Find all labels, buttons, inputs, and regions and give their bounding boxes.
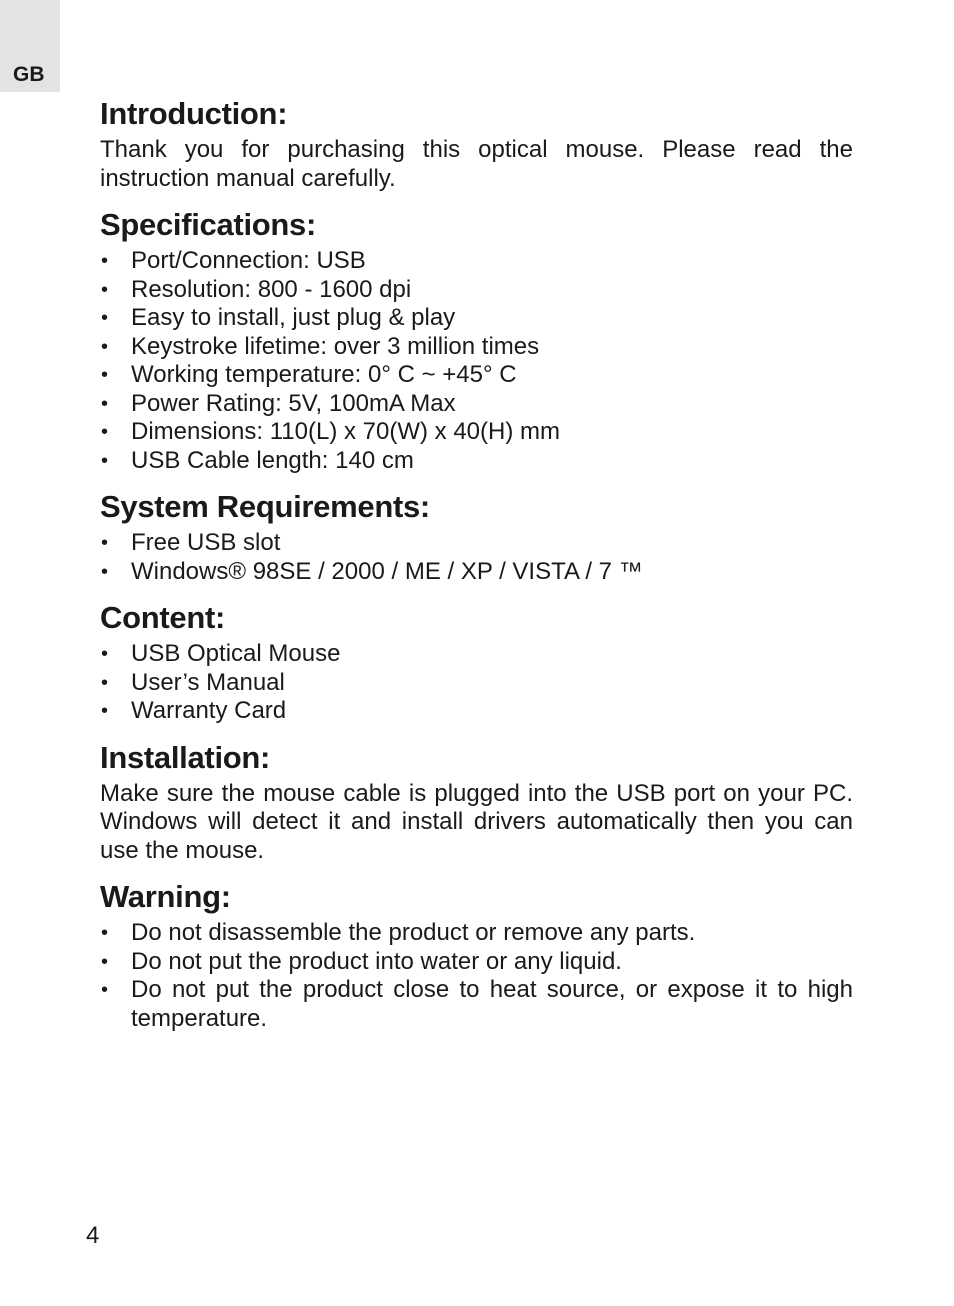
bullet-list: [100, 919, 853, 1033]
list-item: • Windows® 98SE / 2000 / ME / XP / VISTA / 7 ™: [100, 558, 853, 587]
language-code: GB: [13, 63, 45, 86]
list-item: • Resolution: 800 - 1600 dpi: [100, 276, 853, 305]
section-heading: Content:: [100, 600, 226, 635]
introduction-section: [100, 92, 853, 193]
list-item: • Port/Connection: USB: [100, 247, 853, 276]
page-number: 4: [86, 1222, 100, 1249]
bullet-list: [100, 247, 853, 475]
list-item: • User’s Manual: [100, 669, 853, 698]
section-heading: Warning:: [100, 879, 231, 914]
list-item: • Warranty Card: [100, 697, 853, 726]
section-paragraph: Make sure the mouse cable is plugged into the USB port on your PC. Windows will detect it and install drivers automatically then you can use the mouse.: [100, 779, 853, 864]
bullet-list: [100, 529, 853, 586]
section-heading: Introduction:: [100, 96, 288, 131]
list-item: • Keystroke lifetime: over 3 million times: [100, 333, 853, 362]
list-item: • Working temperature: 0° C ~ +45° C: [100, 361, 853, 390]
section-heading: Installation:: [100, 739, 271, 775]
manual-content: [100, 92, 853, 1043]
system-requirements-section: [100, 485, 853, 586]
list-item: • Power Rating: 5V, 100mA Max: [100, 390, 853, 419]
list-item: • USB Cable length: 140 cm: [100, 447, 853, 476]
list-item: • Do not put the product into water or any liquid.: [100, 948, 853, 977]
bullet-list: [100, 640, 853, 726]
section-paragraph: Thank you for purchasing this optical mouse. Please read the instruction manual carefully.: [100, 136, 853, 192]
specifications-section: [100, 203, 853, 475]
installation-section: [100, 736, 853, 866]
list-item: • Do not disassemble the product or remove any parts.: [100, 919, 853, 948]
section-heading: Specifications:: [100, 207, 316, 242]
language-tab: [0, 0, 60, 92]
section-heading: System Requirements:: [100, 489, 430, 524]
content-section: [100, 596, 853, 726]
list-item: • Dimensions: 110(L) x 70(W) x 40(H) mm: [100, 418, 853, 447]
list-item: • Easy to install, just plug & play: [100, 304, 853, 333]
list-item: • USB Optical Mouse: [100, 640, 853, 669]
warning-section: [100, 875, 853, 1033]
list-item: • Free USB slot: [100, 529, 853, 558]
list-item: • Do not put the product close to heat source, or expose it to high temperature.: [100, 976, 853, 1033]
